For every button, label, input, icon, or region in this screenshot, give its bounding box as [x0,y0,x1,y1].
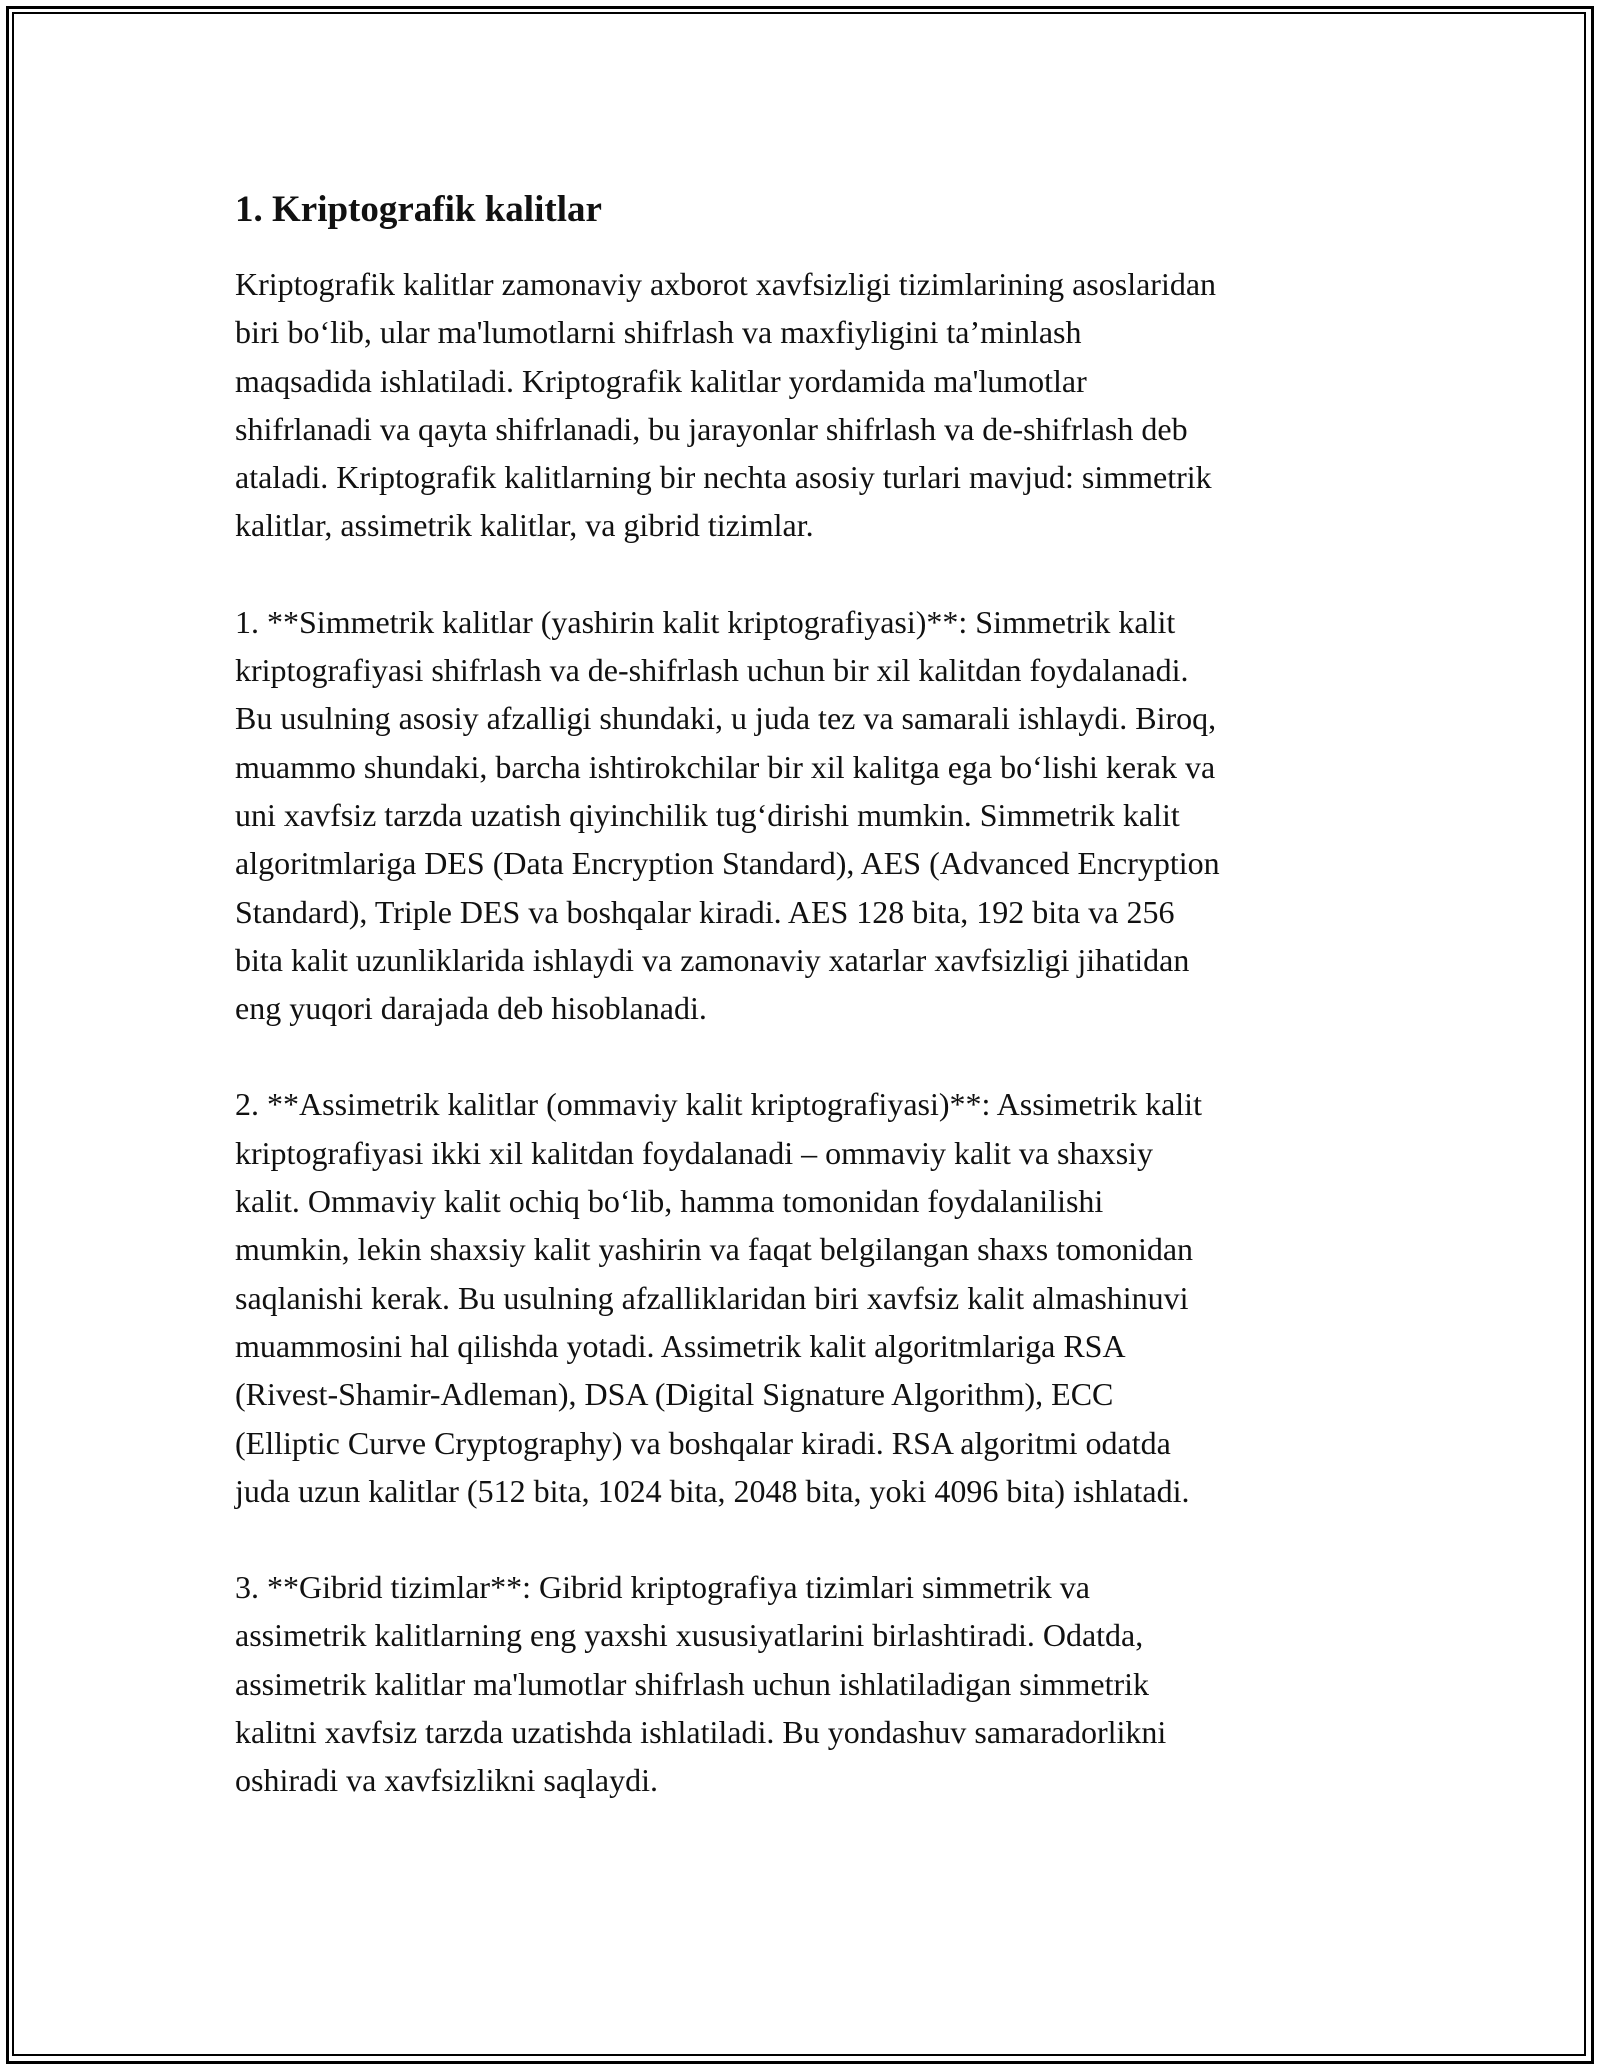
hybrid-systems-paragraph: 3. **Gibrid tizimlar**: Gibrid kriptografiya tizimlari simmetrik va assimetrik kalitlarning eng yaxshi xususiyatlarini birlashtiradi. Odatda, assimetrik kalitlar ma'lumotlar shifrlash uchun ishlatiladigan simmetrik kalitni xavfsiz tarzda uzatishda ishlatiladi. Bu yondashuv samaradorlikni oshiradi va xavfsizlikni saqlaydi. [235,1569,1167,1799]
symmetric-keys-paragraph: 1. **Simmetrik kalitlar (yashirin kalit kriptografiyasi)**: Simmetrik kalit kriptografiyasi shifrlash va de-shifrlash uchun bir xil kalitdan foydalanadi. Bu usulning asosiy afzalligi shundaki, u juda tez va samarali ishlaydi. Biroq, muammo shundaki, barcha ishtirokchilar bir xil kalitga ega bo‘lishi kerak va uni xavfsiz tarzda uzatish qiyinchilik tug‘dirishi mumkin. Simmetrik kalit algoritmlariga DES (Data Encryption Standard), AES (Advanced Encryption Standard), Triple DES va boshqalar kiradi. AES 128 bita, 192 bita va 256 bita kalit uzunliklarida ishlaydi va zamonaviy xatarlar xavfsizligi jihatidan eng yuqori darajada deb hisoblanadi. [235,603,1220,1027]
asymmetric-keys-paragraph: 2. **Assimetrik kalitlar (ommaviy kalit kriptografiyasi)**: Assimetrik kalit kriptografiyasi ikki xil kalitdan foydalanadi – ommaviy kalit va shaxsiy kalit. Ommaviy kalit ochiq bo‘lib, hamma tomonidan foydalanilishi mumkin, lekin shaxsiy kalit yashirin va faqat belgilangan shaxs tomonidan saqlanishi kerak. Bu usulning afzalliklaridan biri xavfsiz kalit almashinuvi muammosini hal qilishda yotadi. Assimetrik kalit algoritmlariga RSA (Rivest-Shamir-Adleman), DSA (Digital Signature Algorithm), ECC (Elliptic Curve Cryptography) va boshqalar kiradi. RSA algoritmi odatda juda uzun kalitlar (512 bita, 1024 bita, 2048 bita, yoki 4096 bita) ishlatadi. [235,1086,1202,1509]
document-title: 1. Kriptografik kalitlar [235,189,602,230]
document-body [235,186,1375,1853]
intro-paragraph: Kriptografik kalitlar zamonaviy axborot xavfsizligi tizimlarining asoslaridan biri bo‘lib, ular ma'lumotlarni shifrlash va maxfiyligini ta’minlash maqsadida ishlatiladi. Kriptografik kalitlar yordamida ma'lumotlar shifrlanadi va qayta shifrlanadi, bu jarayonlar shifrlash va de-shifrlash deb ataladi. Kriptografik kalitlarning bir nechta asosiy turlari mavjud: simmetrik kalitlar, assimetrik kalitlar, va gibrid tizimlar. [235,266,1217,544]
